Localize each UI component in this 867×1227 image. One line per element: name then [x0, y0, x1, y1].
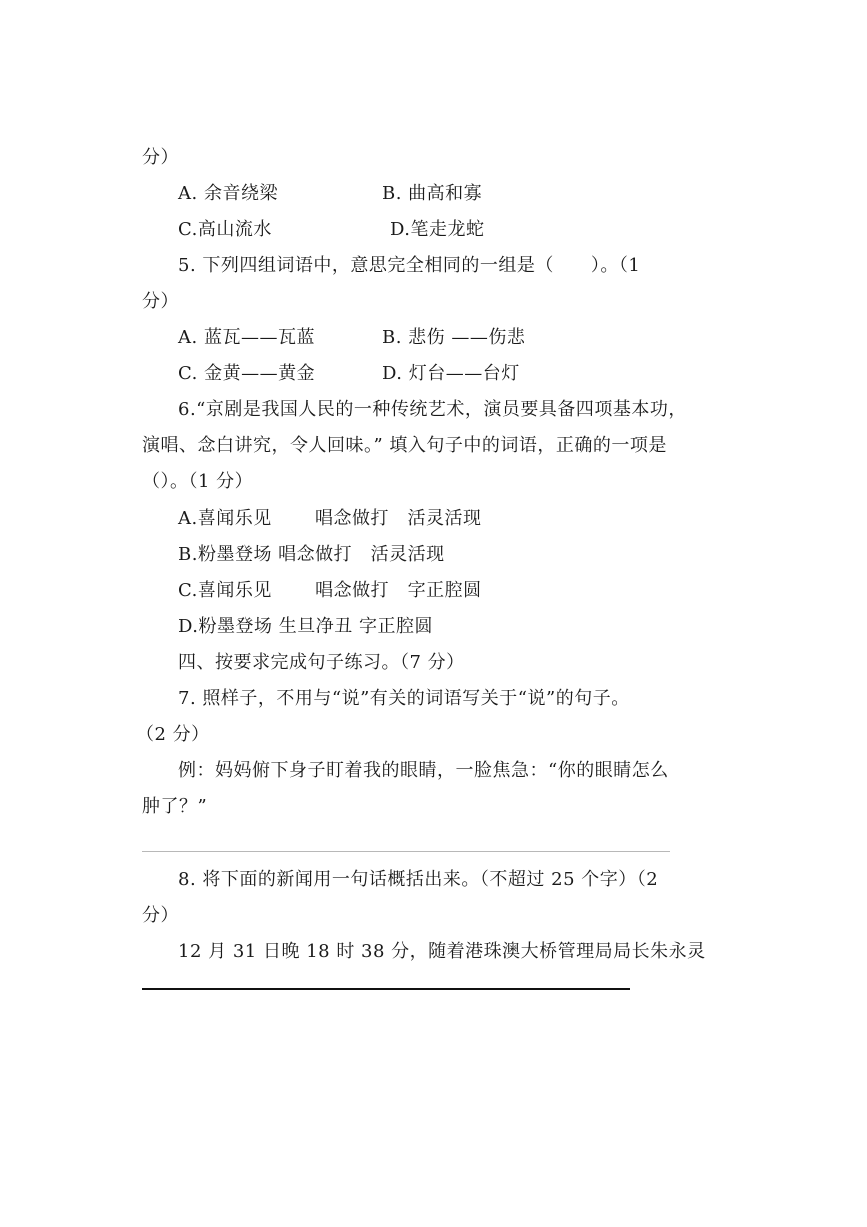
q5-option-a: A. 蓝瓦——瓦蓝: [178, 327, 315, 348]
q7-stem-line2: （2 分）: [136, 724, 210, 745]
q4-option-d: D.笔走龙蛇: [390, 219, 485, 240]
q5-option-d: D. 灯台——台灯: [382, 363, 520, 384]
q7-stem-line1: 7. 照样子，不用与“说”有关的词语写关于“说”的句子。: [178, 688, 630, 709]
q4-option-c: C.高山流水: [178, 219, 272, 240]
q6-option-d: D.粉墨登场 生旦净丑 字正腔圆: [178, 616, 433, 637]
q7-example-line2: 肿了？”: [142, 796, 208, 817]
q8-news-line1: 12 月 31 日晚 18 时 38 分，随着港珠澳大桥管理局局长朱永灵: [178, 941, 706, 962]
q6-option-b: B.粉墨登场 唱念做打 活灵活现: [178, 544, 445, 565]
answer-line: [142, 988, 630, 990]
q6-stem-line2: 演唱、念白讲究，令人回味。” 填入句子中的词语，正确的一项是: [142, 435, 667, 456]
q8-stem-line1: 8. 将下面的新闻用一句话概括出来。（不超过 25 个字）（2: [178, 869, 659, 890]
q4-option-a: A. 余音绕梁: [178, 183, 278, 204]
q5-stem-line1: 5. 下列四组词语中，意思完全相同的一组是（ ）。（1: [178, 255, 641, 276]
q4-option-b: B. 曲高和寡: [382, 183, 483, 204]
section-4-title: 四、按要求完成句子练习。（7 分）: [178, 652, 465, 673]
q6-stem-line1: 6.“京剧是我国人民的一种传统艺术，演员要具备四项基本功，: [178, 399, 687, 420]
answer-divider: [142, 851, 670, 852]
q7-example-line1: 例：妈妈俯下身子盯着我的眼睛，一脸焦急：“你的眼睛怎么: [178, 760, 669, 781]
q6-stem-line3: （）。（1 分）: [142, 471, 254, 492]
q8-stem-line2: 分）: [142, 905, 179, 926]
q6-option-c: C.喜闻乐见 唱念做打 字正腔圆: [178, 580, 482, 601]
q6-option-a: A.喜闻乐见 唱念做打 活灵活现: [178, 508, 482, 529]
q4-stem-tail: 分）: [142, 147, 179, 168]
q5-option-c: C. 金黄——黄金: [178, 363, 316, 384]
q5-option-b: B. 悲伤 ——伤悲: [382, 327, 526, 348]
q5-stem-line2: 分）: [142, 291, 179, 312]
